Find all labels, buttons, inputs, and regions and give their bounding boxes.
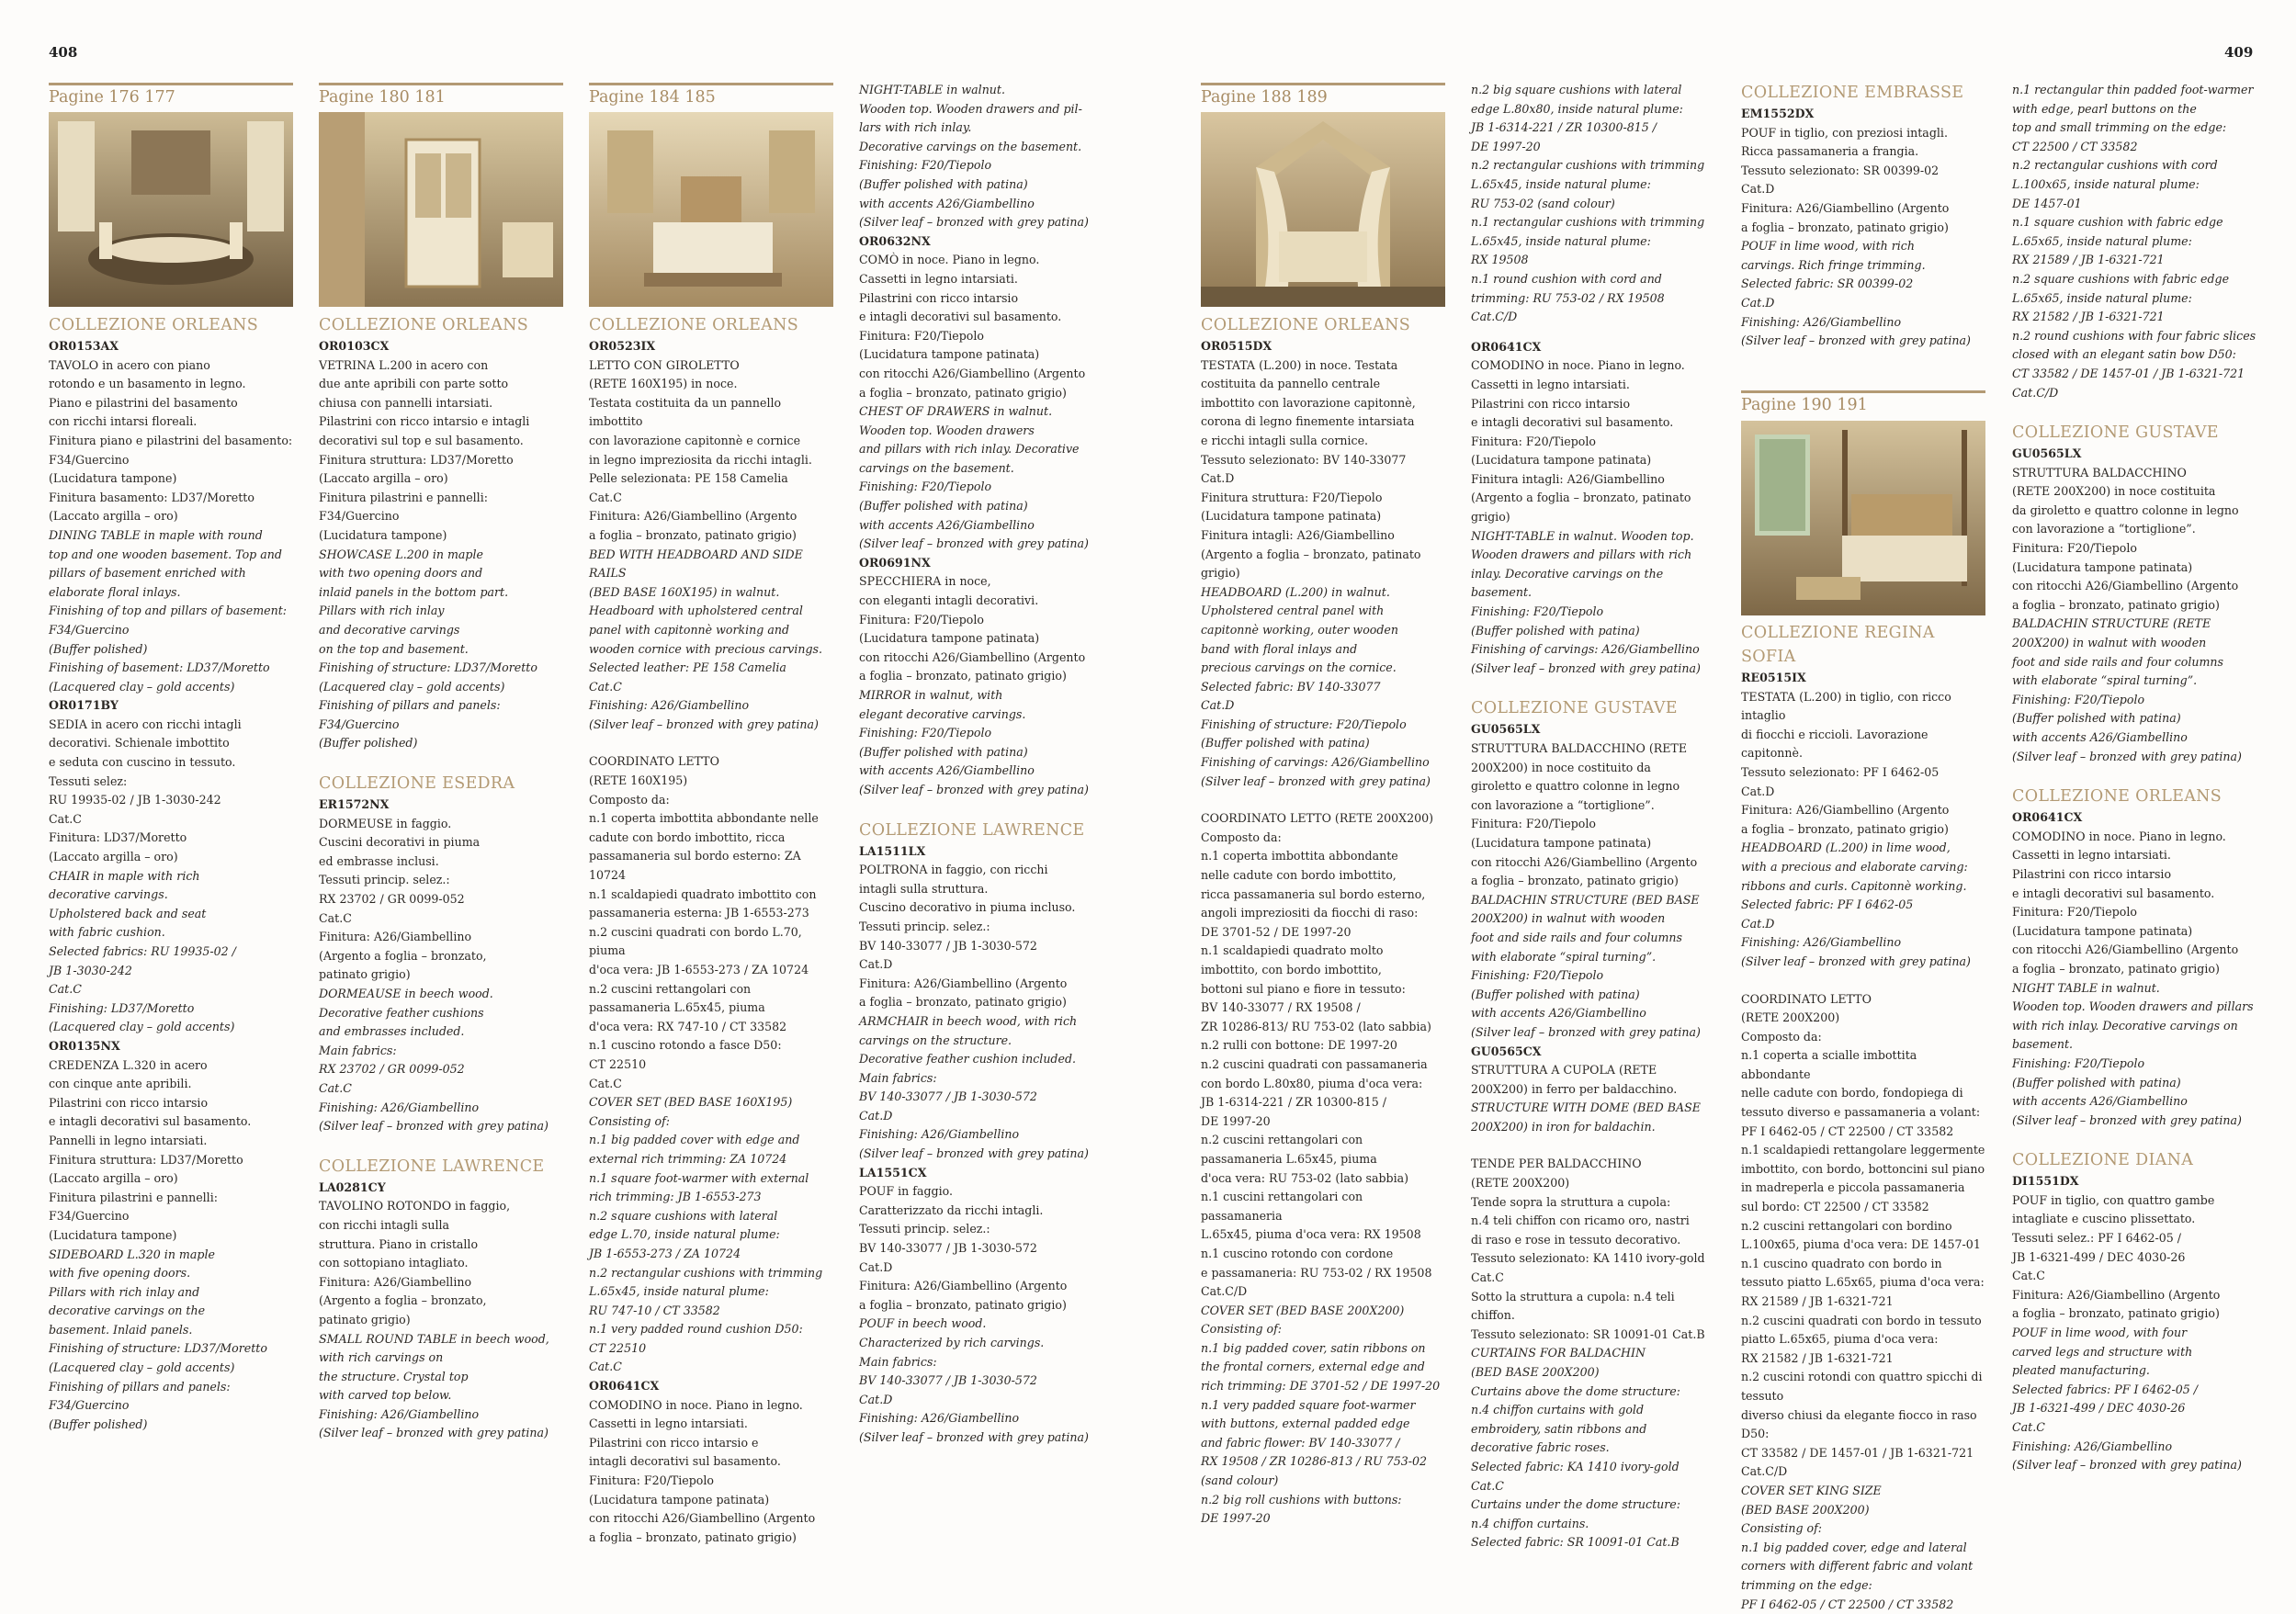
product-code: OR0641CX bbox=[1471, 339, 1542, 354]
bed-cover-set-it: COORDINATO LETTO (RETE 200X200) Composto da: n.1 coperta imbottita abbondante nelle cadute con bordo imbottito, ricca passamaneria sul bordo esterno, angoli impreziositi da fiocchi di raso: DE 3701-52 / DE 1997-20 n.1 scaldapiedi quadrato molto imbottito, con bordo imbottito, bottoni sul piano e fiore in tessuto: BV 140-33077 / RX 19508 / ZR 10286-813/ RU 753-02 (lato sabbia) n.2 rulli con bottone: DE 1997-20 n.2 cuscini quadrati con passamaneria con bordo L.80x80, piuma d'oca vera: JB 1-6314-221 / ZR 10300-815 / DE 1997-20 n.2 cuscini rettangolari con passamaneria L.65x45, piuma d'oca vera: RU 753-02 (lato sabbia) n.1 cuscini rettangolari con passamaneria L.65x45, piuma d'oca vera: RX 19508 n.1 cuscino rotondo con cordone e passamaneria: RU 753-02 / RX 19508 Cat.C/D bbox=[1201, 811, 1434, 1299]
column-1 bbox=[49, 313, 295, 1434]
photo-caption-3: Pagine 184 185 bbox=[589, 83, 833, 112]
column-6 bbox=[1471, 81, 1717, 1552]
product-code: OR0135NX bbox=[49, 1038, 120, 1053]
product-description-it: COMÒ in noce. Piano in legno. Cassetti in legno intarsiati. Pilastrini con ricco intarsio e intagli decorativi sul basamento. Finitura: F20/Tiepolo (Lucidatura tampone patinata) con ritocchi A26/Giambellino (Argento a foglia – bronzato, patinato grigio) bbox=[859, 253, 1086, 400]
product-description-en: BALDACHIN STRUCTURE (BED BASE 200X200) in walnut with wooden foot and side rails and four columns with elaborate “spiral turning”. Finishing: F20/Tiepolo (Buffer polished with patina) with accents A26/Giambellino (Silver leaf – bronzed with grey patina) bbox=[1471, 892, 1701, 1039]
collection-title: COLLEZIONE LAWRENCE bbox=[859, 820, 1085, 840]
collection-title: COLLEZIONE REGINA SOFIA bbox=[1741, 624, 1935, 666]
spacer bbox=[1741, 972, 1987, 990]
collection-title: COLLEZIONE GUSTAVE bbox=[2012, 423, 2219, 443]
bedroom-photo-1 bbox=[589, 112, 833, 307]
product-code: LA1551CX bbox=[859, 1165, 927, 1179]
product-code: OR0691NX bbox=[859, 555, 931, 570]
collection-title: COLLEZIONE ORLEANS bbox=[49, 316, 259, 334]
product-code: OR0171BY bbox=[49, 698, 119, 713]
product-description-en: ARMCHAIR in beech wood, with rich carvings on the structure. Decorative feather cushion included. Main fabrics: BV 140-33077 / JB 1-3030-572 Cat.D Finishing: A26/Giambellino (Silver leaf – bronzed with grey patina) bbox=[859, 1013, 1089, 1161]
product-description-en: DINING TABLE in maple with round top and one wooden basement. Top and pillars of basement enriched with elaborate floral inlays. Finishing of top and pillars of basement: F34/Guercino (Buffer polished) Finishing of basement: LD37/Moretto (Lacquered clay – gold accents) bbox=[49, 527, 288, 694]
photo-caption-2: Pagine 180 181 bbox=[319, 83, 563, 112]
spacer bbox=[2012, 402, 2269, 421]
product-description-en: CHAIR in maple with rich decorative carvings. Upholstered back and seat with fabric cushion. Selected fabrics: RU 19935-02 / JB 1-3030-242 Cat.C Finishing: LD37/Moretto (Lacquered clay – gold accents) bbox=[49, 868, 236, 1034]
product-description-it: CREDENZA L.320 in acero con cinque ante apribili. Pilastrini con ricco intarsio e intagli decorativi sul basamento. Pannelli in legno intarsiati. Finitura struttura: LD37/Moretto (Laccato argilla – oro) Finitura pilastrini e pannelli: F34/Guercino (Lucidatura tampone) bbox=[49, 1057, 252, 1242]
spacer bbox=[1471, 327, 1717, 338]
product-description-en: BED WITH HEADBOARD AND SIDE RAILS (BED BASE 160X195) in walnut. Headboard with upholstered central panel with capitonnè working and wooden cornice with precious carvings. Selected leather: PE 158 Camelia Cat.C Finishing: A26/Giambellino (Silver leaf – bronzed with grey patina) bbox=[589, 547, 822, 731]
column-5 bbox=[1201, 313, 1447, 1529]
product-description-en: BALDACHIN STRUCTURE (RETE 200X200) in walnut with wooden foot and side rails and four columns with elaborate “spiral turning”. Finishing: F20/Tiepolo (Buffer polished with patina) with accents A26/Giambellino (Silver leaf – bronzed with grey patina) bbox=[2012, 616, 2242, 763]
product-description-it: TESTATA (L.200) in noce. Testata costituita da pannello centrale imbottito con lavorazione capitonnè, corona di legno finemente intarsiata e ricchi intagli sulla cornice. Tessuto selezionato: BV 140-33077 Cat.D Finitura struttura: F20/Tiepolo (Lucidatura tampone patinata) Finitura intagli: A26/Giambellino (Argento a foglia – bronzato, patinato grigio) bbox=[1201, 357, 1421, 581]
product-description-it: TAVOLO in acero con piano rotondo e un basamento in legno. Piano e pilastrini del basamento con ricchi intarsi floreali. Finitura piano e pilastrini del basamento: F34/Guercino (Lucidatura tampone) Finitura basamento: LD37/Moretto (Laccato argilla – oro) bbox=[49, 357, 293, 524]
product-code: OR0641CX bbox=[2012, 810, 2083, 825]
product-description-it: STRUTTURA BALDACCHINO (RETE 200X200) in noce costituito da giroletto e quattro colonne in legno con lavorazione a “tortiglione”. Finitura: F20/Tiepolo (Lucidatura tampone patinata) con ritocchi A26/Giambellino (Argento a foglia – bronzato, patinato grigio) bbox=[1471, 741, 1698, 888]
product-description-it: COMODINO in noce. Piano in legno. Cassetti in legno intarsiati. Pilastrini con ricco intarsio e intagli decorativi sul basamento. Finitura: F20/Tiepolo (Lucidatura tampone patinata) con ritocchi A26/Giambellino (Argento a foglia – bronzato, patinato grigio) bbox=[589, 1397, 816, 1544]
product-description-en: MIRROR in walnut, with elegant decorative carvings. Finishing: F20/Tiepolo (Buffer polished with patina) with accents A26/Giambellino (Silver leaf – bronzed with grey patina) bbox=[859, 688, 1089, 796]
dining-room-photo bbox=[49, 112, 293, 307]
product-code: LA0281CY bbox=[319, 1179, 386, 1194]
column-2 bbox=[319, 313, 565, 1443]
canopy-curtains-it: TENDE PER BALDACCHINO (RETE 200X200) Tende sopra la struttura a cupola: n.4 teli chiffon con ricamo oro, nastri di raso e rose in tessuto decorativo. Tessuto selezionato: KA 1410 ivory-gold Cat.C Sotto la struttura a cupola: n.4 teli chiffon. Tessuto selezionato: SR 10091-01 Cat.B bbox=[1471, 1157, 1705, 1341]
spacer bbox=[1201, 791, 1447, 809]
product-description-en: DORMEAUSE in beech wood. Decorative feather cushions and embrasses included. Main fabrics: RX 23702 / GR 0099-052 Cat.C Finishing: A26/Giambellino (Silver leaf – bronzed with grey patina) bbox=[319, 987, 549, 1134]
column-7 bbox=[1741, 81, 1987, 351]
product-description-en: NIGHT TABLE in walnut. Wooden top. Wooden drawers and pillars with rich inlay. Decorative carvings on basement. Finishing: F20/Tiepolo (Buffer polished with patina) with accents A26/Giambellino (Silver leaf – bronzed with grey patina) bbox=[2012, 980, 2254, 1127]
collection-title: COLLEZIONE DIANA bbox=[2012, 1151, 2194, 1170]
product-description-en: CHEST OF DRAWERS in walnut. Wooden top. Wooden drawers and pillars with rich inlay. Decorative carvings on the basement. Finishing: F20/Tiepolo (Buffer polished with patina) with accents A26/Giambellino (Silver leaf – bronzed with grey patina) bbox=[859, 404, 1089, 551]
collection-title: COLLEZIONE ORLEANS bbox=[589, 316, 799, 334]
product-description-en: HEADBOARD (L.200) in lime wood, with a precious and elaborate carving: ribbons and curls. Capitonnè working. Selected fabric: PF I 6462-05 Cat.D Finishing: A26/Giambellino (Silver leaf – bronzed with grey patina) bbox=[1741, 841, 1971, 968]
column-7b bbox=[1741, 621, 1987, 1614]
collection-title: COLLEZIONE EMBRASSE bbox=[1741, 84, 1964, 102]
product-code: RE0515IX bbox=[1741, 671, 1806, 684]
product-code: GU0565LX bbox=[1471, 722, 1541, 737]
spacer bbox=[589, 734, 835, 752]
product-description-en: NIGHT-TABLE in walnut. Wooden top. Wooden drawers and pillars with rich inlay. Decorative carvings on the basement. Finishing: F20/Tiepolo (Buffer polished with patina) Finishing of carvings: A26/Giambellino (Silver leaf – bronzed with grey patina) bbox=[1471, 528, 1701, 675]
product-description-en: n.2 big square cushions with lateral edge L.80x80, inside natural plume: JB 1-6314-221 / ZR 10300-815 / DE 1997-20 n.2 rectangular cushions with trimming L.65x45, inside natural plume: RU 753-02 (sand colour) n.1 rectangular cushions with trimming L.65x45, inside natural plume: RX 19508 n.1 round cushion with cord and trimming: RU 753-02 / RX 19508 Cat.C/D bbox=[1471, 83, 1705, 324]
product-description-it: TAVOLINO ROTONDO in faggio, con ricchi intagli sulla struttura. Piano in cristallo con sottopiano intagliato. Finitura: A26/Giambellino (Argento a foglia – bronzato, patinato grigio) bbox=[319, 1199, 511, 1326]
product-description-it: LETTO CON GIROLETTO (RETE 160X195) in noce. Testata costituita da un pannello imbottito con lavorazione capitonnè e cornice in legno impreziosita da ricchi intagli. Pelle selezionata: PE 158 Camelia Cat.C Finitura: A26/Giambellino (Argento a foglia – bronzato, patinato grigio) bbox=[589, 357, 812, 542]
photo-caption-4: Pagine 188 189 bbox=[1201, 83, 1445, 112]
product-description-it: POUF in faggio. Caratterizzato da ricchi intagli. Tessuti princip. selez.: BV 140-33077 / JB 1-3030-572 Cat.D Finitura: A26/Giambellino (Argento a foglia – bronzato, patinato grigio) bbox=[859, 1184, 1068, 1312]
product-code: ER1572NX bbox=[319, 797, 390, 812]
product-description-en: HEADBOARD (L.200) in walnut. Upholstered central panel with capitonnè working, outer wooden band with floral inlays and precious carvings on the cornice. Selected fabric: BV 140-33077 Cat.D Finishing of structure: F20/Tiepolo (Buffer polished with patina) Finishing of carvings: A26/Giambellino (Silver leaf – bronzed with grey patina) bbox=[1201, 584, 1431, 788]
collection-title: COLLEZIONE GUSTAVE bbox=[1471, 699, 1678, 718]
product-description-it: POUF in tiglio, con preziosi intagli. Ricca passamaneria a frangia. Tessuto selezionato: SR 00399-02 Cat.D Finitura: A26/Giambellino (Argento a foglia – bronzato, patinato grigio) bbox=[1741, 125, 1950, 234]
spacer bbox=[1471, 678, 1717, 696]
bed-cover-set-en: COVER SET (BED BASE 160X195) Consisting of: n.1 big padded cover with edge and external rich trimming: ZA 10724 n.1 square foot-warmer with external rich trimming: JB 1-6553-273 n.2 square cushions with lateral edge L.70, inside natural plume: JB 1-6553-273 / ZA 10724 n.2 rectangular cushions with trimming L.65x45, inside natural plume: RU 747-10 / CT 33582 n.1 very padded round cushion D50: CT 22510 Cat.C bbox=[589, 1095, 823, 1374]
bed-cover-set-en: COVER SET (BED BASE 200X200) Consisting of: n.1 big padded cover, satin ribbons on the frontal corners, external edge and rich trimming: DE 3701-52 / DE 1997-20 n.1 very padded square foot-warmer with buttons, external padded edge and fabric flower: BV 140-33077 / RX 19508 / ZR 10286-813 / RU 753-02 (sand colour) n.2 big roll cushions with buttons: DE 1997-20 bbox=[1201, 1303, 1441, 1526]
product-description-it: POUF in tiglio, con quattro gambe intagliate e cuscino plissettato. Tessuti selez.: PF I 6462-05 / JB 1-6321-499 / DEC 4030-26 Cat.C Finitura: A26/Giambellino (Argento a foglia – bronzato, patinato grigio) bbox=[2012, 1192, 2221, 1321]
product-code: OR0103CX bbox=[319, 339, 390, 353]
product-code: OR0523IX bbox=[589, 339, 656, 353]
product-code: EM1552DX bbox=[1741, 107, 1815, 120]
product-code: DI1551DX bbox=[2012, 1174, 2079, 1189]
product-description-it: DORMEUSE in faggio. Cuscini decorativi in piuma ed embrasse inclusi. Tessuti princip. selez.: RX 23702 / GR 0099-052 Cat.C Finitura: A26/Giambellino (Argento a foglia – bronzato, patinato grigio) bbox=[319, 816, 487, 982]
page-number-left: 408 bbox=[49, 44, 78, 61]
column-3 bbox=[589, 313, 835, 1547]
product-description-en: n.1 rectangular thin padded foot-warmer with edge, pearl buttons on the top and small trimming on the edge: CT 22500 / CT 33582 n.2 rectangular cushions with cord L.100x65, inside natural plume: DE 1457-01 n.1 square cushion with fabric edge L.65x65, inside natural plume: RX 21589 / JB 1-6321-721 n.2 square cushions with fabric edge L.65x65, inside natural plume: RX 21582 / JB 1-6321-721 n.2 round cushions with four fabric slices closed with an elegant satin bow D50: CT 33582 / DE 1457-01 / JB 1-6321-721 Cat.C/D bbox=[2012, 83, 2256, 400]
product-code: GU0565CX bbox=[1471, 1044, 1542, 1058]
collection-title: COLLEZIONE ORLEANS bbox=[1201, 316, 1411, 334]
product-code: LA1511LX bbox=[859, 843, 926, 858]
spacer bbox=[319, 1136, 565, 1155]
column-8 bbox=[2012, 81, 2269, 1475]
product-description-en: NIGHT-TABLE in walnut. Wooden top. Wooden drawers and pil- lars with rich inlay. Decorative carvings on the basement. Finishing: F20/Tiepolo (Buffer polished with patina) with accents A26/Giambellino (Silver leaf – bronzed with grey patina) bbox=[859, 83, 1089, 230]
product-code: OR0641CX bbox=[589, 1379, 660, 1394]
bed-cover-set-it: COORDINATO LETTO (RETE 160X195) Composto da: n.1 coperta imbottita abbondante nelle cadute con bordo imbottito, ricca passamaneria sul bordo esterno: ZA 10724 n.1 scaldapiedi quadrato imbottito con passamaneria esterna: JB 1-6553-273 n.2 cuscini quadrati con bordo L.70, piuma d'oca vera: JB 1-6553-273 / ZA 10724 n.2 cuscini rettangolari con passamaneria L.65x45, piuma d'oca vera: RX 747-10 / CT 33582 n.1 cuscino rotondo a fasce D50: CT 22510 Cat.C bbox=[589, 754, 819, 1090]
spacer bbox=[1471, 1136, 1717, 1155]
product-description-it: STRUTTURA A CUPOLA (RETE 200X200) in ferro per baldacchino. bbox=[1471, 1063, 1678, 1096]
product-description-it: COMODINO in noce. Piano in legno. Cassetti in legno intarsiati. Pilastrini con ricco intarsio e intagli decorativi sul basamento. Finitura: F20/Tiepolo (Lucidatura tampone patinata) con ritocchi A26/Giambellino (Argento a foglia – bronzato, patinato grigio) bbox=[2012, 829, 2239, 976]
product-description-it: TESTATA (L.200) in tiglio, con ricco intaglio di fiocchi e riccioli. Lavorazione capitonnè. Tessuto selezionato: PF I 6462-05 Cat.D Finitura: A26/Giambellino (Argento a foglia – bronzato, patinato grigio) bbox=[1741, 689, 1951, 836]
product-description-it: COMODINO in noce. Piano in legno. Cassetti in legno intarsiati. Pilastrini con ricco intarsio e intagli decorativi sul basamento. Finitura: F20/Tiepolo (Lucidatura tampone patinata) Finitura intagli: A26/Giambellino (Argento a foglia – bronzato, patinato grigio) bbox=[1471, 358, 1691, 525]
product-description-it: SPECCHIERA in noce, con eleganti intagli decorativi. Finitura: F20/Tiepolo (Lucidatura tampone patinata) con ritocchi A26/Giambellino (Argento a foglia – bronzato, patinato grigio) bbox=[859, 574, 1086, 683]
product-description-en: STRUCTURE WITH DOME (BED BASE 200X200) in iron for baldachin. bbox=[1471, 1100, 1701, 1134]
product-description-it: STRUTTURA BALDACCHINO (RETE 200X200) in noce costituita da giroletto e quattro colonne in legno con lavorazione a “tortiglione”. Finitura: F20/Tiepolo (Lucidatura tampone patinata) con ritocchi A26/Giambellino (Argento a foglia – bronzato, patinato grigio) bbox=[2012, 465, 2239, 612]
spacer bbox=[859, 800, 1105, 818]
canopy-bed-photo bbox=[1201, 112, 1445, 307]
product-description-it: SEDIA in acero con ricchi intagli decorativi. Schienale imbottito e seduta con cuscino in tessuto. Tessuti selez: RU 19935-02 / JB 1-3030-242 Cat.C Finitura: LD37/Moretto (Laccato argilla – oro) bbox=[49, 717, 242, 864]
collection-title: COLLEZIONE ORLEANS bbox=[319, 316, 529, 334]
product-description-en: SMALL ROUND TABLE in beech wood, with rich carvings on the structure. Crystal top with carved top below. Finishing: A26/Giambellino (Silver leaf – bronzed with grey patina) bbox=[319, 1331, 549, 1440]
regina-sofia-bedroom-photo bbox=[1741, 421, 1985, 615]
photo-caption-1: Pagine 176 177 bbox=[49, 83, 293, 112]
bed-cover-set-it: COORDINATO LETTO (RETE 200X200) Composto da: n.1 coperta a scialle imbottita abbondante nelle cadute con bordo, fondopiega di tessuto diverso e passamaneria a volant: PF I 6462-05 / CT 22500 / CT 33582 n.1 scaldapiedi rettangolare leggermente imbottito, con bordo, bottoncini sul piano in madreperla e piccola passamaneria sul bordo: CT 22500 / CT 33582 n.2 cuscini rettangolari con bordino L.100x65, piuma d'oca vera: DE 1457-01 n.1 cuscino quadrato con bordo in tessuto piatto L.65x65, piuma d'oca vera: RX 21589 / JB 1-6321-721 n.2 cuscini quadrati con bordo in tessuto piatto L.65x65, piuma d'oca vera: RX 21582 / JB 1-6321-721 n.2 cuscini rotondi con quattro spicchi di tessuto diverso chiusi da elegante fiocco in raso D50: CT 33582 / DE 1457-01 / JB 1-6321-721 Cat.C/D bbox=[1741, 991, 1985, 1479]
product-description-it: POLTRONA in faggio, con ricchi intagli sulla struttura. Cuscino decorativo in piuma incluso. Tessuti princip. selez.: BV 140-33077 / JB 1-3030-572 Cat.D Finitura: A26/Giambellino (Argento a foglia – bronzato, patinato grigio) bbox=[859, 863, 1076, 1010]
product-code: GU0565LX bbox=[2012, 446, 2082, 461]
spacer bbox=[2012, 766, 2269, 784]
collection-title: COLLEZIONE LAWRENCE bbox=[319, 1157, 545, 1176]
column-4 bbox=[859, 81, 1105, 1448]
spacer bbox=[319, 753, 565, 772]
showcase-photo bbox=[319, 112, 563, 307]
product-code: OR0153AX bbox=[49, 339, 119, 353]
product-description-en: SIDEBOARD L.320 in maple with five opening doors. Pillars with rich inlay and decorative carvings on the basement. Inlaid panels. Finishing of structure: LD37/Moretto (Lacquered clay – gold accents) Finishing of pillars and panels: F34/Guercino (Buffer polished) bbox=[49, 1247, 267, 1431]
photo-caption-5: Pagine 190 191 bbox=[1741, 390, 1985, 420]
collection-title: COLLEZIONE ORLEANS bbox=[2012, 787, 2222, 807]
product-code: OR0515DX bbox=[1201, 339, 1272, 353]
bed-cover-set-en: COVER SET KING SIZE (BED BASE 200X200) Consisting of: n.1 big padded cover, edge and lateral corners with different fabric and volant trimming on the edge: PF I 6462-05 / CT 22500 / CT 33582 bbox=[1741, 1483, 1974, 1611]
product-description-en: POUF in lime wood, with rich carvings. Rich fringe trimming. Selected fabric: SR 00399-02 Cat.D Finishing: A26/Giambellino (Silver leaf – bronzed with grey patina) bbox=[1741, 239, 1971, 348]
spacer bbox=[2012, 1130, 2269, 1148]
canopy-curtains-en: CURTAINS FOR BALDACHIN (BED BASE 200X200) Curtains above the dome structure: n.4 chiffon curtains with gold embroidery, satin ribbons and decorative fabric roses. Selected fabric: KA 1410 ivory-gold Cat.C Curtains under the dome structure: n.4 chiffon curtains. Selected fabric: SR 10091-01 Cat.B bbox=[1471, 1346, 1680, 1550]
product-description-it: VETRINA L.200 in acero con due ante apribili con parte sotto chiusa con pannelli intarsiati. Pilastrini con ricco intarsio e intagli decorativi sul top e sul basamento. Finitura struttura: LD37/Moretto (Laccato argilla – oro) Finitura pilastrini e pannelli: F34/Guercino (Lucidatura tampone) bbox=[319, 357, 530, 542]
page-number-right: 409 bbox=[2224, 44, 2254, 61]
product-description-en: SHOWCASE L.200 in maple with two opening doors and inlaid panels in the bottom part. Pillars with rich inlay and decorative carvings on the top and basement. Finishing of structure: LD37/Moretto (Lacquered clay – gold accents) Finishing of pillars and panels: F34/Guercino (Buffer polished) bbox=[319, 547, 537, 751]
product-description-en: POUF in lime wood, with four carved legs and structure with pleated manufacturing. Selected fabrics: PF I 6462-05 / JB 1-6321-499 / DEC 4030-26 Cat.C Finishing: A26/Giambellino (Silver leaf – bronzed with grey patina) bbox=[2012, 1326, 2242, 1473]
product-code: OR0632NX bbox=[859, 233, 931, 248]
product-description-en: POUF in beech wood. Characterized by rich carvings. Main fabrics: BV 140-33077 / JB 1-3030-572 Cat.D Finishing: A26/Giambellino (Silver leaf – bronzed with grey patina) bbox=[859, 1316, 1089, 1444]
collection-title: COLLEZIONE ESEDRA bbox=[319, 774, 515, 794]
